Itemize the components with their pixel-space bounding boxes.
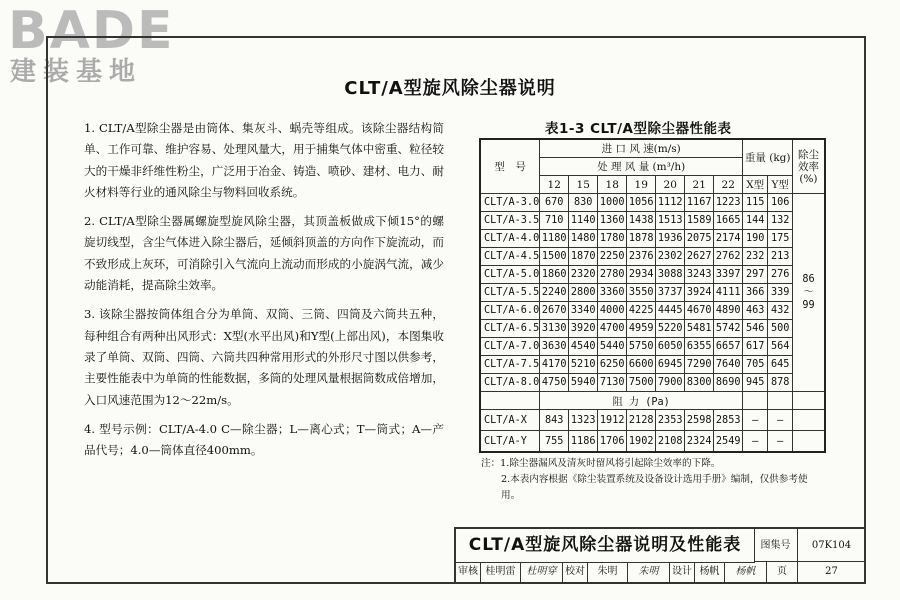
weight-y-cell: 645 — [768, 356, 793, 374]
review-label: 审核 — [456, 562, 481, 584]
check-label: 校对 — [563, 562, 588, 584]
page-title: CLT/A型旋风除尘器说明 — [344, 78, 556, 99]
flow-cell: 830 — [569, 194, 598, 212]
flow-cell: 6355 — [685, 338, 714, 356]
table-row — [480, 320, 825, 338]
flow-cell: 3397 — [714, 266, 743, 284]
flow-cell: 4700 — [598, 320, 627, 338]
flow-cell: 7290 — [685, 356, 714, 374]
flow-cell: 3920 — [569, 320, 598, 338]
title-block — [454, 527, 866, 584]
title-block-title: CLT/A型旋风除尘器说明及性能表 — [456, 529, 755, 563]
flow-cell: 6050 — [656, 338, 685, 356]
header-resistance: 阻 力 (Pa) — [540, 392, 743, 410]
table-row — [480, 266, 825, 284]
flow-cell: 5750 — [627, 338, 656, 356]
weight-y-cell: 432 — [768, 302, 793, 320]
flow-cell: 1480 — [569, 230, 598, 248]
flow-cell: 6657 — [714, 338, 743, 356]
speed-cell: 19 — [627, 176, 656, 194]
flow-cell: 1438 — [627, 212, 656, 230]
flow-cell: 3630 — [540, 338, 569, 356]
table-row — [480, 374, 825, 392]
resistance-cell: 1186 — [569, 431, 598, 453]
header-flow: 处 理 风 量 (m³/h) — [540, 158, 743, 176]
flow-cell: 2320 — [569, 266, 598, 284]
header-model: 型 号 — [480, 139, 540, 194]
blank-cell — [768, 392, 793, 410]
description-text — [84, 118, 444, 469]
flow-cell: 4670 — [685, 302, 714, 320]
model-cell: CLT/A-6.5 — [480, 320, 540, 338]
resistance-cell: 2549 — [714, 431, 743, 453]
flow-cell: 2627 — [685, 248, 714, 266]
header-inlet-speed: 进 口 风 速(m/s) — [540, 139, 743, 158]
logo-sub-text: 建装基地 — [10, 57, 143, 87]
review-name: 桂明雷 — [481, 562, 521, 584]
paragraph-1: 1. CLT/A型除尘器是由筒体、集灰斗、蜗壳等组成。该除尘器结构简单、工作可靠、维护容易、处理风量大，用于捕集气体中密重、粒径较大的干燥非纤维性粉尘，广泛用于冶金、铸造、喷砂、建材、电力、耐火材料等行业的通风除尘与物料回收系统。 — [84, 121, 444, 199]
flow-cell: 5742 — [714, 320, 743, 338]
performance-table — [479, 138, 826, 453]
flow-cell: 3243 — [685, 266, 714, 284]
resistance-cell: 1706 — [598, 431, 627, 453]
weight-y-cell: 500 — [768, 320, 793, 338]
model-cell: CLT/A-X — [480, 410, 540, 431]
flow-cell: 2302 — [656, 248, 685, 266]
resistance-cell: 2108 — [656, 431, 685, 453]
speed-cell: 21 — [685, 176, 714, 194]
model-cell: CLT/A-4.0 — [480, 230, 540, 248]
page-label: 页 — [767, 562, 798, 584]
weight-x-cell: 144 — [743, 212, 768, 230]
resistance-y-cell: — — [768, 410, 793, 431]
flow-cell: 1513 — [656, 212, 685, 230]
flow-cell: 1780 — [598, 230, 627, 248]
weight-x-cell: 463 — [743, 302, 768, 320]
flow-cell: 4170 — [540, 356, 569, 374]
flow-cell: 1360 — [598, 212, 627, 230]
weight-x-cell: 617 — [743, 338, 768, 356]
speed-cell: 12 — [540, 176, 569, 194]
flow-cell: 4890 — [714, 302, 743, 320]
table-row — [480, 230, 825, 248]
flow-cell: 7500 — [627, 374, 656, 392]
flow-cell: 1167 — [685, 194, 714, 212]
flow-cell: 5220 — [656, 320, 685, 338]
flow-cell: 1000 — [598, 194, 627, 212]
model-cell: CLT/A-5.0 — [480, 266, 540, 284]
weight-x-cell: 190 — [743, 230, 768, 248]
design-signature: 杨帆 — [725, 562, 767, 584]
header-weight-x: X型 — [743, 176, 768, 194]
resistance-cell: 1902 — [627, 431, 656, 453]
resistance-cell: 1912 — [598, 410, 627, 431]
flow-cell: 2174 — [714, 230, 743, 248]
flow-cell: 1180 — [540, 230, 569, 248]
flow-cell: 3088 — [656, 266, 685, 284]
model-cell: CLT/A-8.0 — [480, 374, 540, 392]
flow-cell: 2240 — [540, 284, 569, 302]
resistance-x-cell: — — [743, 410, 768, 431]
paragraph-3: 3. 该除尘器按筒体组合分为单筒、双筒、三筒、四筒及六筒共五种，每种组合有两种出风形式：X型(水平出风)和Y型(上部出风)，本图集收录了单筒、双筒、四筒、六筒共四种常用形式的外形尺寸图以供参考，主要性能表中为单筒的性能数据，多筒的处理风量根据筒数成倍增加，入口风速范围为12～22m/s。 — [84, 307, 444, 407]
flow-cell: 2780 — [598, 266, 627, 284]
flow-cell: 1589 — [685, 212, 714, 230]
flow-cell: 3924 — [685, 284, 714, 302]
resistance-cell: 2128 — [627, 410, 656, 431]
efficiency-value: 86～99 — [802, 274, 815, 311]
resistance-row — [480, 431, 825, 453]
model-cell: CLT/A-4.5 — [480, 248, 540, 266]
flow-cell: 1870 — [569, 248, 598, 266]
resistance-x-cell: — — [743, 431, 768, 453]
model-cell: CLT/A-6.0 — [480, 302, 540, 320]
weight-x-cell: 366 — [743, 284, 768, 302]
flow-cell: 1223 — [714, 194, 743, 212]
table-caption: 表1-3 CLT/A型除尘器性能表 — [545, 121, 732, 137]
review-signature: 杜明穿 — [521, 562, 563, 584]
blank-cell — [793, 431, 825, 453]
atlas-number-value: 07K104 — [798, 529, 866, 562]
flow-cell: 3737 — [656, 284, 685, 302]
resistance-cell: 843 — [540, 410, 569, 431]
flow-cell: 8690 — [714, 374, 743, 392]
speed-cell: 15 — [569, 176, 598, 194]
flow-cell: 4111 — [714, 284, 743, 302]
speed-cell: 18 — [598, 176, 627, 194]
flow-cell: 2250 — [598, 248, 627, 266]
page-number: 27 — [798, 562, 866, 584]
blank-cell — [793, 410, 825, 431]
blank-cell — [743, 392, 768, 410]
flow-cell: 1878 — [627, 230, 656, 248]
resistance-cell: 2598 — [685, 410, 714, 431]
flow-cell: 1860 — [540, 266, 569, 284]
weight-x-cell: 705 — [743, 356, 768, 374]
blank-cell — [480, 392, 540, 410]
resistance-cell: 2853 — [714, 410, 743, 431]
weight-y-cell: 276 — [768, 266, 793, 284]
flow-cell: 1112 — [656, 194, 685, 212]
blank-cell — [793, 392, 825, 410]
table-row — [480, 338, 825, 356]
model-cell: CLT/A-7.0 — [480, 338, 540, 356]
flow-cell: 2075 — [685, 230, 714, 248]
flow-cell: 5210 — [569, 356, 598, 374]
table-row — [480, 194, 825, 212]
model-cell: CLT/A-Y — [480, 431, 540, 453]
flow-cell: 6250 — [598, 356, 627, 374]
speed-cell: 22 — [714, 176, 743, 194]
weight-y-cell: 339 — [768, 284, 793, 302]
weight-x-cell: 232 — [743, 248, 768, 266]
flow-cell: 1140 — [569, 212, 598, 230]
flow-cell: 7130 — [598, 374, 627, 392]
flow-cell: 2670 — [540, 302, 569, 320]
model-cell: CLT/A-3.5 — [480, 212, 540, 230]
weight-y-cell: 106 — [768, 194, 793, 212]
check-signature: 朱明 — [628, 562, 670, 584]
flow-cell: 3550 — [627, 284, 656, 302]
flow-cell: 5481 — [685, 320, 714, 338]
weight-y-cell: 878 — [768, 374, 793, 392]
flow-cell: 3360 — [598, 284, 627, 302]
weight-y-cell: 213 — [768, 248, 793, 266]
resistance-cell: 755 — [540, 431, 569, 453]
flow-cell: 7900 — [656, 374, 685, 392]
flow-cell: 2376 — [627, 248, 656, 266]
weight-x-cell: 546 — [743, 320, 768, 338]
table-row — [480, 284, 825, 302]
flow-cell: 6600 — [627, 356, 656, 374]
flow-cell: 1056 — [627, 194, 656, 212]
flow-cell: 3130 — [540, 320, 569, 338]
flow-cell: 1936 — [656, 230, 685, 248]
model-cell: CLT/A-7.5 — [480, 356, 540, 374]
flow-cell: 4959 — [627, 320, 656, 338]
weight-y-cell: 564 — [768, 338, 793, 356]
resistance-cell: 2353 — [656, 410, 685, 431]
weight-y-cell: 175 — [768, 230, 793, 248]
model-cell: CLT/A-3.0 — [480, 194, 540, 212]
speed-cell: 20 — [656, 176, 685, 194]
weight-x-cell: 297 — [743, 266, 768, 284]
table-row — [480, 212, 825, 230]
flow-cell: 670 — [540, 194, 569, 212]
flow-cell: 2934 — [627, 266, 656, 284]
resistance-cell: 1323 — [569, 410, 598, 431]
flow-cell: 1665 — [714, 212, 743, 230]
logo-main-text: BADE — [8, 1, 175, 61]
table-row — [480, 302, 825, 320]
paragraph-2: 2. CLT/A型除尘器属螺旋型旋风除尘器，其顶盖板做成下倾15°的螺旋切线型，含尘气体进入除尘器后，延倾斜顶盖的方向作下旋流动，而不致形成上灰环，可消除引入气流向上流动而形成的小旋涡气流，减少动能消耗，提高除尘效率。 — [84, 214, 444, 293]
flow-cell: 5940 — [569, 374, 598, 392]
resistance-row — [480, 410, 825, 431]
flow-cell: 5440 — [598, 338, 627, 356]
check-name: 朱明 — [588, 562, 628, 584]
weight-y-cell: 132 — [768, 212, 793, 230]
paragraph-4: 4. 型号示例：CLT/A-4.0 C—除尘器；L—离心式；T—筒式；A—产品代号；4.0—筒体直径400mm。 — [84, 421, 444, 458]
note-1: 注：1.除尘器漏风及清灰时留风将引起除尘效率的下降。 — [481, 458, 721, 469]
resistance-cell: 2324 — [685, 431, 714, 453]
flow-cell: 3340 — [569, 302, 598, 320]
flow-cell: 4225 — [627, 302, 656, 320]
flow-cell: 2800 — [569, 284, 598, 302]
atlas-number-label: 图集号 — [754, 529, 798, 562]
flow-cell: 8300 — [685, 374, 714, 392]
flow-cell: 4750 — [540, 374, 569, 392]
header-efficiency — [793, 139, 825, 194]
design-name: 杨帆 — [695, 562, 725, 584]
resistance-y-cell: — — [768, 431, 793, 453]
flow-cell: 1500 — [540, 248, 569, 266]
efficiency-cell — [793, 194, 825, 392]
flow-cell: 6945 — [656, 356, 685, 374]
design-label: 设计 — [670, 562, 695, 584]
header-efficiency-text: 除尘效率(%) — [797, 148, 819, 185]
table-row — [480, 248, 825, 266]
flow-cell: 4000 — [598, 302, 627, 320]
note-2: 2.本表内容根据《除尘装置系统及设备设计选用手册》编制，仅供参考使用。 — [501, 474, 808, 501]
table-notes — [481, 456, 811, 504]
flow-cell: 4540 — [569, 338, 598, 356]
flow-cell: 2762 — [714, 248, 743, 266]
weight-x-cell: 115 — [743, 194, 768, 212]
header-weight: 重量 (kg) — [743, 139, 793, 176]
model-cell: CLT/A-5.5 — [480, 284, 540, 302]
header-weight-y: Y型 — [768, 176, 793, 194]
table-row — [480, 356, 825, 374]
flow-cell: 4445 — [656, 302, 685, 320]
weight-x-cell: 945 — [743, 374, 768, 392]
flow-cell: 7640 — [714, 356, 743, 374]
flow-cell: 710 — [540, 212, 569, 230]
resistance-header-row — [480, 392, 825, 410]
